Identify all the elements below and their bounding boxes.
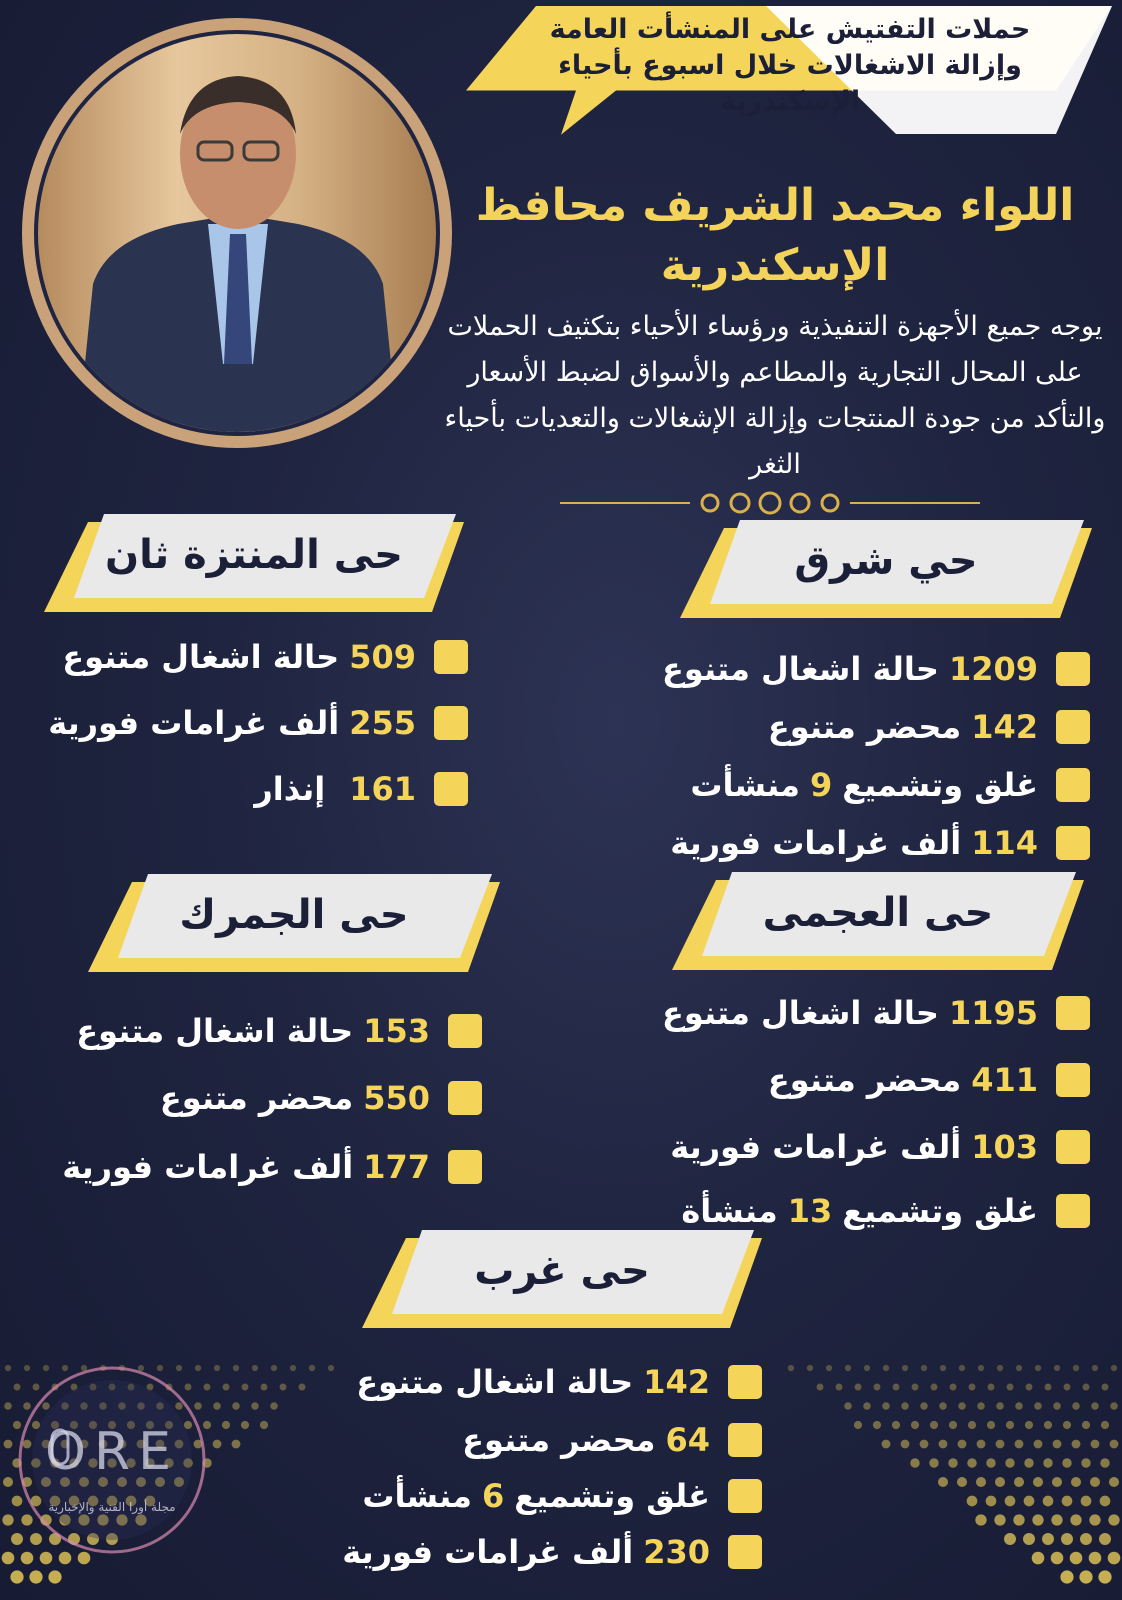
checkbox-icon bbox=[1056, 768, 1090, 802]
dot bbox=[882, 1402, 890, 1410]
dot bbox=[1061, 1533, 1073, 1545]
dot bbox=[920, 1440, 929, 1449]
banner-gomrok bbox=[88, 872, 500, 972]
checkbox-icon bbox=[434, 772, 468, 806]
portrait-photo bbox=[34, 30, 440, 436]
dot bbox=[1062, 1458, 1071, 1467]
dot bbox=[977, 1440, 986, 1449]
dot bbox=[995, 1477, 1005, 1487]
checkbox-icon bbox=[1056, 996, 1090, 1030]
dot bbox=[1016, 1365, 1022, 1371]
dot bbox=[1032, 1552, 1045, 1565]
dot bbox=[957, 1477, 967, 1487]
district-title: حى غرب bbox=[474, 1248, 650, 1294]
checkbox-icon bbox=[434, 706, 468, 740]
dot bbox=[882, 1440, 891, 1449]
dot bbox=[997, 1365, 1003, 1371]
dot bbox=[976, 1477, 986, 1487]
dot bbox=[1099, 1533, 1111, 1545]
dot bbox=[10, 1570, 23, 1583]
dot bbox=[1080, 1533, 1092, 1545]
checkbox-icon bbox=[448, 1150, 482, 1184]
dot bbox=[1025, 1421, 1033, 1429]
dot bbox=[975, 1514, 986, 1525]
list-item: غلق وتشميع 13 منشأة bbox=[662, 1180, 1090, 1242]
dot bbox=[299, 1384, 306, 1391]
dot bbox=[1082, 1421, 1090, 1429]
dot bbox=[1092, 1365, 1098, 1371]
checkbox-icon bbox=[1056, 1130, 1090, 1164]
dot bbox=[1042, 1533, 1054, 1545]
dot bbox=[1070, 1514, 1081, 1525]
dot bbox=[967, 1496, 978, 1507]
dot bbox=[1083, 1384, 1090, 1391]
dot bbox=[986, 1496, 997, 1507]
dot bbox=[261, 1384, 268, 1391]
dot bbox=[836, 1384, 843, 1391]
checkbox-icon bbox=[1056, 826, 1090, 860]
description: يوجه جميع الأجهزة التنفيذية ورؤساء الأحياء بتكثيف الحملات على المحال التجارية والمطاعم والأسواق لضبط الأسعار والتأكد من جودة المنتجات وإزالة الإشغالات والتعديات بأحياء الثغر bbox=[444, 311, 1106, 480]
watermark-logo bbox=[12, 1360, 212, 1560]
dot bbox=[309, 1365, 315, 1371]
dot bbox=[232, 1440, 241, 1449]
dot bbox=[260, 1421, 268, 1429]
list-item: 255 ألف غرامات فورية bbox=[48, 690, 468, 756]
dot bbox=[213, 1402, 221, 1410]
checkbox-icon bbox=[434, 640, 468, 674]
checkbox-icon bbox=[728, 1423, 762, 1457]
dot bbox=[1072, 1402, 1080, 1410]
checkbox-icon bbox=[448, 1014, 482, 1048]
dot bbox=[968, 1421, 976, 1429]
banner-montaza2 bbox=[44, 512, 464, 612]
dot bbox=[959, 1365, 965, 1371]
dot bbox=[1015, 1440, 1024, 1449]
dot bbox=[1043, 1496, 1054, 1507]
dot bbox=[1054, 1365, 1060, 1371]
dot bbox=[892, 1421, 900, 1429]
dot bbox=[1051, 1552, 1064, 1565]
checkbox-icon bbox=[728, 1479, 762, 1513]
checkbox-icon bbox=[1056, 652, 1090, 686]
dot bbox=[873, 1421, 881, 1429]
dot bbox=[1026, 1384, 1033, 1391]
dot bbox=[864, 1365, 870, 1371]
dot bbox=[222, 1421, 230, 1429]
dot bbox=[1073, 1365, 1079, 1371]
dot bbox=[1023, 1533, 1035, 1545]
dot bbox=[994, 1514, 1005, 1525]
dot bbox=[1091, 1402, 1099, 1410]
dot bbox=[1015, 1402, 1023, 1410]
dot bbox=[1100, 1458, 1109, 1467]
dot bbox=[788, 1365, 794, 1371]
checkbox-icon bbox=[728, 1535, 762, 1569]
dot bbox=[901, 1402, 909, 1410]
dot bbox=[987, 1421, 995, 1429]
person-silhouette-icon bbox=[38, 34, 436, 432]
dot bbox=[1045, 1384, 1052, 1391]
dot bbox=[328, 1365, 334, 1371]
list-item: غلق وتشميع 9 منشأت bbox=[662, 756, 1090, 814]
dot bbox=[5, 1365, 11, 1371]
dot bbox=[270, 1402, 278, 1410]
checkbox-icon bbox=[1056, 1194, 1090, 1228]
dot bbox=[1110, 1402, 1118, 1410]
list-item: 411 محضر متنوع bbox=[662, 1046, 1090, 1114]
dot bbox=[967, 1458, 976, 1467]
banner-gharb bbox=[362, 1228, 762, 1328]
dot bbox=[920, 1402, 928, 1410]
bubble-text: حملات التفتيش على المنشأت العامة وإزالة الاشغالات خلال اسبوع بأحياء الإسكندرية bbox=[549, 14, 1031, 117]
dot bbox=[241, 1421, 249, 1429]
dot bbox=[817, 1384, 824, 1391]
dot bbox=[1110, 1440, 1119, 1449]
dot bbox=[883, 1365, 889, 1371]
dot bbox=[939, 1402, 947, 1410]
dot bbox=[1052, 1477, 1062, 1487]
dot bbox=[1071, 1477, 1081, 1487]
dot bbox=[271, 1365, 277, 1371]
dot bbox=[893, 1384, 900, 1391]
divider-ornament-icon bbox=[560, 490, 980, 516]
stats-agamy bbox=[662, 980, 1090, 1242]
dot bbox=[996, 1402, 1004, 1410]
list-item: غلق وتشميع 6 منشأت bbox=[342, 1468, 762, 1524]
checkbox-icon bbox=[728, 1365, 762, 1399]
dot bbox=[29, 1570, 42, 1583]
dot bbox=[977, 1402, 985, 1410]
dot bbox=[1005, 1496, 1016, 1507]
dot bbox=[1089, 1514, 1100, 1525]
list-item: 142 حالة اشغال متنوع bbox=[342, 1352, 762, 1412]
dot bbox=[996, 1440, 1005, 1449]
dot bbox=[826, 1365, 832, 1371]
dot bbox=[1013, 1514, 1024, 1525]
headline: اللواء محمد الشريف محافظ الإسكندرية bbox=[475, 180, 1075, 291]
dot bbox=[844, 1402, 852, 1410]
dot bbox=[223, 1384, 230, 1391]
dot bbox=[1004, 1533, 1016, 1545]
list-item: 64 محضر متنوع bbox=[342, 1412, 762, 1468]
checkbox-icon bbox=[448, 1081, 482, 1115]
dot bbox=[807, 1365, 813, 1371]
logo-text: ORE bbox=[45, 1422, 179, 1482]
dot bbox=[233, 1365, 239, 1371]
dot bbox=[1033, 1477, 1043, 1487]
dot bbox=[213, 1440, 222, 1449]
dot bbox=[1007, 1384, 1014, 1391]
logo-caption: مجلة أورا الفنية والإخبارية bbox=[48, 1500, 176, 1514]
dot bbox=[1005, 1458, 1014, 1467]
dot bbox=[242, 1384, 249, 1391]
dot bbox=[939, 1440, 948, 1449]
dot bbox=[1101, 1421, 1109, 1429]
dot bbox=[1090, 1477, 1100, 1487]
dot bbox=[911, 1421, 919, 1429]
dot bbox=[1100, 1496, 1111, 1507]
banner-sharq bbox=[680, 518, 1092, 618]
dot bbox=[1081, 1496, 1092, 1507]
dot bbox=[969, 1384, 976, 1391]
dot bbox=[1089, 1552, 1102, 1565]
dot bbox=[855, 1384, 862, 1391]
dot bbox=[874, 1384, 881, 1391]
dot bbox=[902, 1365, 908, 1371]
dots-decoration-right bbox=[780, 1360, 1122, 1600]
dot bbox=[931, 1384, 938, 1391]
dot bbox=[912, 1384, 919, 1391]
dot bbox=[901, 1440, 910, 1449]
dot bbox=[1108, 1552, 1121, 1565]
dot bbox=[845, 1365, 851, 1371]
checkbox-icon bbox=[1056, 710, 1090, 744]
dot bbox=[290, 1365, 296, 1371]
dot bbox=[1108, 1514, 1119, 1525]
list-item: 177 ألف غرامات فورية bbox=[62, 1132, 482, 1202]
stats-montaza2 bbox=[48, 624, 468, 822]
district-title: حي شرق bbox=[794, 538, 978, 584]
list-item: 103 ألف غرامات فورية bbox=[662, 1114, 1090, 1180]
dot bbox=[1034, 1440, 1043, 1449]
dot bbox=[1043, 1458, 1052, 1467]
dot bbox=[251, 1402, 259, 1410]
dot bbox=[854, 1421, 862, 1429]
list-item: 1195 حالة اشغال متنوع bbox=[662, 980, 1090, 1046]
dot bbox=[1014, 1477, 1024, 1487]
dot bbox=[1034, 1402, 1042, 1410]
dot bbox=[1091, 1440, 1100, 1449]
district-title: حى المنتزة ثان bbox=[104, 532, 404, 578]
dot bbox=[1032, 1514, 1043, 1525]
banner-agamy bbox=[672, 870, 1084, 970]
dot bbox=[929, 1458, 938, 1467]
dot bbox=[958, 1402, 966, 1410]
list-item: 161 إنذار bbox=[48, 756, 468, 822]
dot bbox=[1081, 1458, 1090, 1467]
dot bbox=[940, 1365, 946, 1371]
dot bbox=[1024, 1496, 1035, 1507]
dot bbox=[1063, 1421, 1071, 1429]
dot bbox=[910, 1458, 919, 1467]
dot bbox=[938, 1477, 948, 1487]
dot bbox=[1064, 1384, 1071, 1391]
dot bbox=[930, 1421, 938, 1429]
dot bbox=[1024, 1458, 1033, 1467]
dot bbox=[863, 1402, 871, 1410]
stats-sharq bbox=[662, 640, 1090, 872]
dot bbox=[48, 1570, 61, 1583]
list-item: 230 ألف غرامات فورية bbox=[342, 1524, 762, 1580]
dot bbox=[1051, 1514, 1062, 1525]
dot bbox=[1070, 1552, 1083, 1565]
list-item: 1209 حالة اشغال متنوع bbox=[662, 640, 1090, 698]
dot bbox=[950, 1384, 957, 1391]
dot bbox=[949, 1421, 957, 1429]
dot bbox=[252, 1365, 258, 1371]
dot bbox=[978, 1365, 984, 1371]
list-item: 509 حالة اشغال متنوع bbox=[48, 624, 468, 690]
dot bbox=[1053, 1402, 1061, 1410]
portrait-frame bbox=[22, 18, 452, 448]
dot bbox=[1053, 1440, 1062, 1449]
district-title: حى الجمرك bbox=[179, 892, 409, 938]
dot bbox=[1060, 1570, 1073, 1583]
dot bbox=[232, 1402, 240, 1410]
dot bbox=[1006, 1421, 1014, 1429]
dot bbox=[1102, 1384, 1109, 1391]
list-item: 550 محضر متنوع bbox=[62, 1064, 482, 1132]
dot bbox=[4, 1402, 12, 1410]
list-item: 114 ألف غرامات فورية bbox=[662, 814, 1090, 872]
dot bbox=[1062, 1496, 1073, 1507]
dot bbox=[1098, 1570, 1111, 1583]
stats-gomrok bbox=[62, 998, 482, 1202]
list-item: 153 حالة اشغال متنوع bbox=[62, 998, 482, 1064]
dot bbox=[1079, 1570, 1092, 1583]
stats-gharb bbox=[342, 1352, 762, 1580]
checkbox-icon bbox=[1056, 1063, 1090, 1097]
dot bbox=[986, 1458, 995, 1467]
dot bbox=[280, 1384, 287, 1391]
dot bbox=[948, 1458, 957, 1467]
dot bbox=[214, 1365, 220, 1371]
dot bbox=[1035, 1365, 1041, 1371]
dot bbox=[1109, 1477, 1119, 1487]
district-title: حى العجمى bbox=[762, 890, 994, 936]
dot bbox=[988, 1384, 995, 1391]
dot bbox=[921, 1365, 927, 1371]
dot bbox=[1044, 1421, 1052, 1429]
list-item: 142 محضر متنوع bbox=[662, 698, 1090, 756]
dot bbox=[1072, 1440, 1081, 1449]
dot bbox=[1111, 1365, 1117, 1371]
dot bbox=[958, 1440, 967, 1449]
